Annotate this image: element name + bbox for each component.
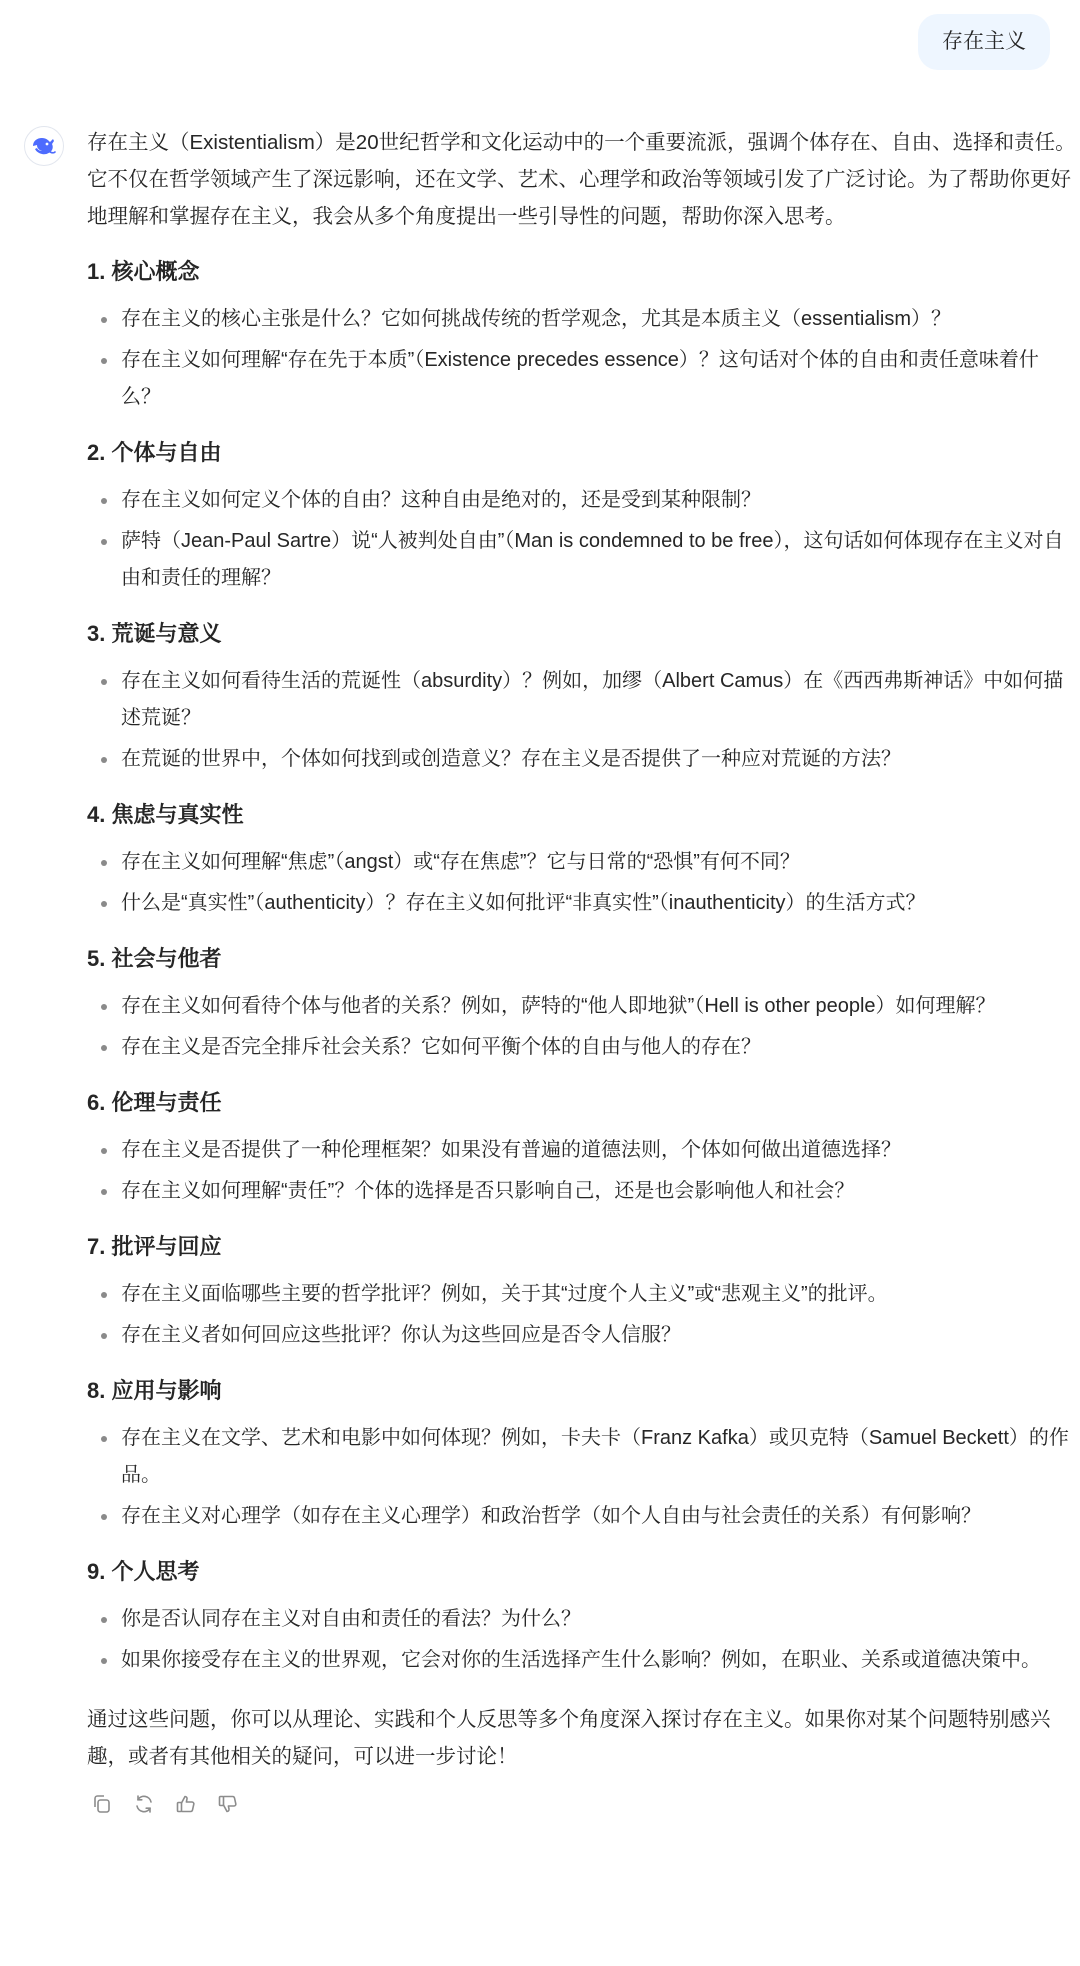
assistant-content bbox=[87, 124, 1077, 1819]
section-8 bbox=[87, 1376, 1077, 1535]
bullet-item: 存在主义面临哪些主要的哲学批评？例如，关于其“过度个人主义”或“悲观主义”的批评。 bbox=[87, 1276, 1077, 1313]
message-actions bbox=[87, 1789, 1077, 1819]
section-3 bbox=[87, 619, 1077, 778]
bullet-list bbox=[87, 988, 1077, 1066]
assistant-avatar bbox=[24, 126, 64, 166]
user-message-row bbox=[918, 14, 1050, 70]
section-6 bbox=[87, 1088, 1077, 1210]
bullet-item: 什么是“真实性”（authenticity）？存在主义如何批评“非真实性”（inauthenticity）的生活方式？ bbox=[87, 885, 1077, 922]
bullet-list bbox=[87, 844, 1077, 922]
section-title: 3. 荒诞与意义 bbox=[87, 621, 222, 646]
bullet-list bbox=[87, 1276, 1077, 1354]
copy-button[interactable] bbox=[87, 1789, 117, 1819]
thumbs-up-button[interactable] bbox=[171, 1789, 201, 1819]
bullet-list bbox=[87, 1132, 1077, 1210]
bullet-item: 存在主义如何理解“存在先于本质”（Existence precedes essence）？这句话对个体的自由和责任意味着什么？ bbox=[87, 342, 1077, 416]
bullet-item: 在荒诞的世界中，个体如何找到或创造意义？存在主义是否提供了一种应对荒诞的方法？ bbox=[87, 741, 1077, 778]
regenerate-button[interactable] bbox=[129, 1789, 159, 1819]
section-title: 1. 核心概念 bbox=[87, 259, 200, 284]
sections-container bbox=[87, 257, 1077, 1679]
thumbs-down-icon bbox=[217, 1793, 239, 1815]
bullet-item: 存在主义是否完全排斥社会关系？它如何平衡个体的自由与他人的存在？ bbox=[87, 1029, 1077, 1066]
bullet-list bbox=[87, 1601, 1077, 1679]
assistant-intro: 存在主义（Existentialism）是20世纪哲学和文化运动中的一个重要流派，强调个体存在、自由、选择和责任。它不仅在哲学领域产生了深远影响，还在文学、艺术、心理学和政治等领域引发了广泛讨论。为了帮助你更好地理解和掌握存在主义，我会从多个角度提出一些引导性的问题，帮助你深入思考。 bbox=[87, 131, 1076, 228]
thumbs-up-icon bbox=[175, 1793, 197, 1815]
section-title: 4. 焦虑与真实性 bbox=[87, 802, 244, 827]
bullet-item: 存在主义者如何回应这些批评？你认为这些回应是否令人信服？ bbox=[87, 1317, 1077, 1354]
whale-logo-icon bbox=[30, 132, 58, 160]
section-title: 9. 个人思考 bbox=[87, 1559, 200, 1584]
bullet-item: 存在主义在文学、艺术和电影中如何体现？例如，卡夫卡（Franz Kafka）或贝克特（Samuel Beckett）的作品。 bbox=[87, 1420, 1077, 1494]
bullet-item: 存在主义是否提供了一种伦理框架？如果没有普遍的道德法则，个体如何做出道德选择？ bbox=[87, 1132, 1077, 1169]
bullet-item: 如果你接受存在主义的世界观，它会对你的生活选择产生什么影响？例如，在职业、关系或道德决策中。 bbox=[87, 1642, 1077, 1679]
assistant-conclusion: 通过这些问题，你可以从理论、实践和个人反思等多个角度深入探讨存在主义。如果你对某个问题特别感兴趣，或者有其他相关的疑问，可以进一步讨论！ bbox=[87, 1708, 1051, 1768]
regenerate-icon bbox=[133, 1793, 155, 1815]
bullet-item: 存在主义如何理解“焦虑”（angst）或“存在焦虑”？它与日常的“恐惧”有何不同？ bbox=[87, 844, 1077, 881]
section-title: 5. 社会与他者 bbox=[87, 946, 222, 971]
bullet-list bbox=[87, 482, 1077, 597]
copy-icon bbox=[91, 1793, 113, 1815]
bullet-list bbox=[87, 301, 1077, 416]
bullet-item: 存在主义如何看待生活的荒诞性（absurdity）？例如，加缪（Albert Camus）在《西西弗斯神话》中如何描述荒诞？ bbox=[87, 663, 1077, 737]
section-5 bbox=[87, 944, 1077, 1066]
bullet-list bbox=[87, 1420, 1077, 1535]
section-7 bbox=[87, 1232, 1077, 1354]
section-title: 2. 个体与自由 bbox=[87, 440, 222, 465]
section-1 bbox=[87, 257, 1077, 416]
section-title: 8. 应用与影响 bbox=[87, 1378, 222, 1403]
bullet-item: 你是否认同存在主义对自由和责任的看法？为什么？ bbox=[87, 1601, 1077, 1638]
bullet-item: 存在主义的核心主张是什么？它如何挑战传统的哲学观念，尤其是本质主义（essentialism）？ bbox=[87, 301, 1077, 338]
user-message-bubble: 存在主义 bbox=[918, 14, 1050, 70]
bullet-item: 存在主义如何定义个体的自由？这种自由是绝对的，还是受到某种限制？ bbox=[87, 482, 1077, 519]
bullet-list bbox=[87, 663, 1077, 778]
thumbs-down-button[interactable] bbox=[213, 1789, 243, 1819]
section-title: 7. 批评与回应 bbox=[87, 1234, 222, 1259]
bullet-item: 萨特（Jean-Paul Sartre）说“人被判处自由”（Man is condemned to be free），这句话如何体现存在主义对自由和责任的理解？ bbox=[87, 523, 1077, 597]
bullet-item: 存在主义对心理学（如存在主义心理学）和政治哲学（如个人自由与社会责任的关系）有何影响？ bbox=[87, 1498, 1077, 1535]
section-4 bbox=[87, 800, 1077, 922]
section-9 bbox=[87, 1557, 1077, 1679]
bullet-item: 存在主义如何理解“责任”？个体的选择是否只影响自己，还是也会影响他人和社会？ bbox=[87, 1173, 1077, 1210]
bullet-item: 存在主义如何看待个体与他者的关系？例如，萨特的“他人即地狱”（Hell is other people）如何理解？ bbox=[87, 988, 1077, 1025]
section-2 bbox=[87, 438, 1077, 597]
section-title: 6. 伦理与责任 bbox=[87, 1090, 222, 1115]
